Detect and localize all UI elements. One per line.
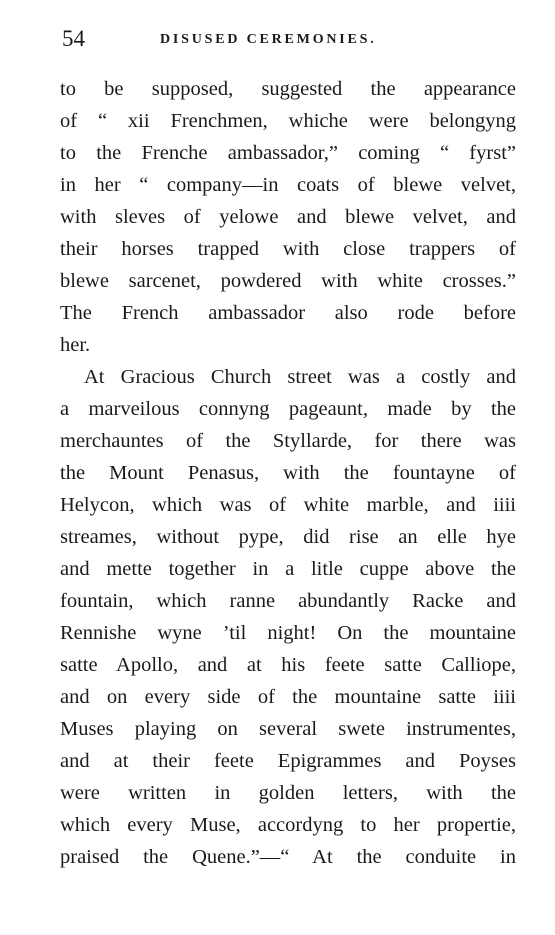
text-line: satte Apollo, and at his feete satte Calliope, <box>60 654 516 676</box>
text-line: with sleves of yelowe and blewe velvet, and <box>60 206 516 228</box>
text-line: merchauntes of the Styllarde, for there was <box>60 430 516 452</box>
text-line: and on every side of the mountaine satte iiii <box>60 686 516 708</box>
text-line: and at their feete Epigrammes and Poyses <box>60 750 516 772</box>
text-line: a marveilous connyng pageaunt, made by the <box>60 398 516 420</box>
text-line: Rennishe wyne ’til night! On the mountaine <box>60 622 516 644</box>
text-line: blewe sarcenet, powdered with white crosses.” <box>60 270 516 292</box>
text-line: in her “ company—in coats of blewe velvet, <box>60 174 516 196</box>
page-number: 54 <box>62 26 85 51</box>
paragraph-1 <box>60 73 516 361</box>
text-line: At Gracious Church street was a costly and <box>84 366 516 388</box>
text-line: of “ xii Frenchmen, whiche were belongyng <box>60 110 516 132</box>
text-line: the Mount Penasus, with the fountayne of <box>60 462 516 484</box>
text-line: praised the Quene.”—“ At the conduite in <box>60 846 516 868</box>
text-line: The French ambassador also rode before <box>60 302 516 324</box>
text-line: and mette together in a litle cuppe above the <box>60 558 516 580</box>
text-line: her. <box>60 334 91 356</box>
text-line: to the Frenche ambassador,” coming “ fyrst” <box>60 142 516 164</box>
running-head <box>62 24 522 54</box>
text-line: to be supposed, suggested the appearance <box>60 78 516 100</box>
text-line: Helycon, which was of white marble, and iiii <box>60 494 516 516</box>
text-line: were written in golden letters, with the <box>60 782 516 804</box>
text-line: their horses trapped with close trappers of <box>60 238 516 260</box>
running-title: DISUSED CEREMONIES. <box>160 32 377 47</box>
text-line: streames, without pype, did rise an elle hye <box>60 526 516 548</box>
body-text <box>60 73 516 873</box>
text-line: Muses playing on several swete instrumentes, <box>60 718 516 740</box>
paragraph-2 <box>60 361 516 873</box>
text-line: which every Muse, accordyng to her propertie, <box>60 814 516 836</box>
text-line: fountain, which ranne abundantly Racke and <box>60 590 516 612</box>
